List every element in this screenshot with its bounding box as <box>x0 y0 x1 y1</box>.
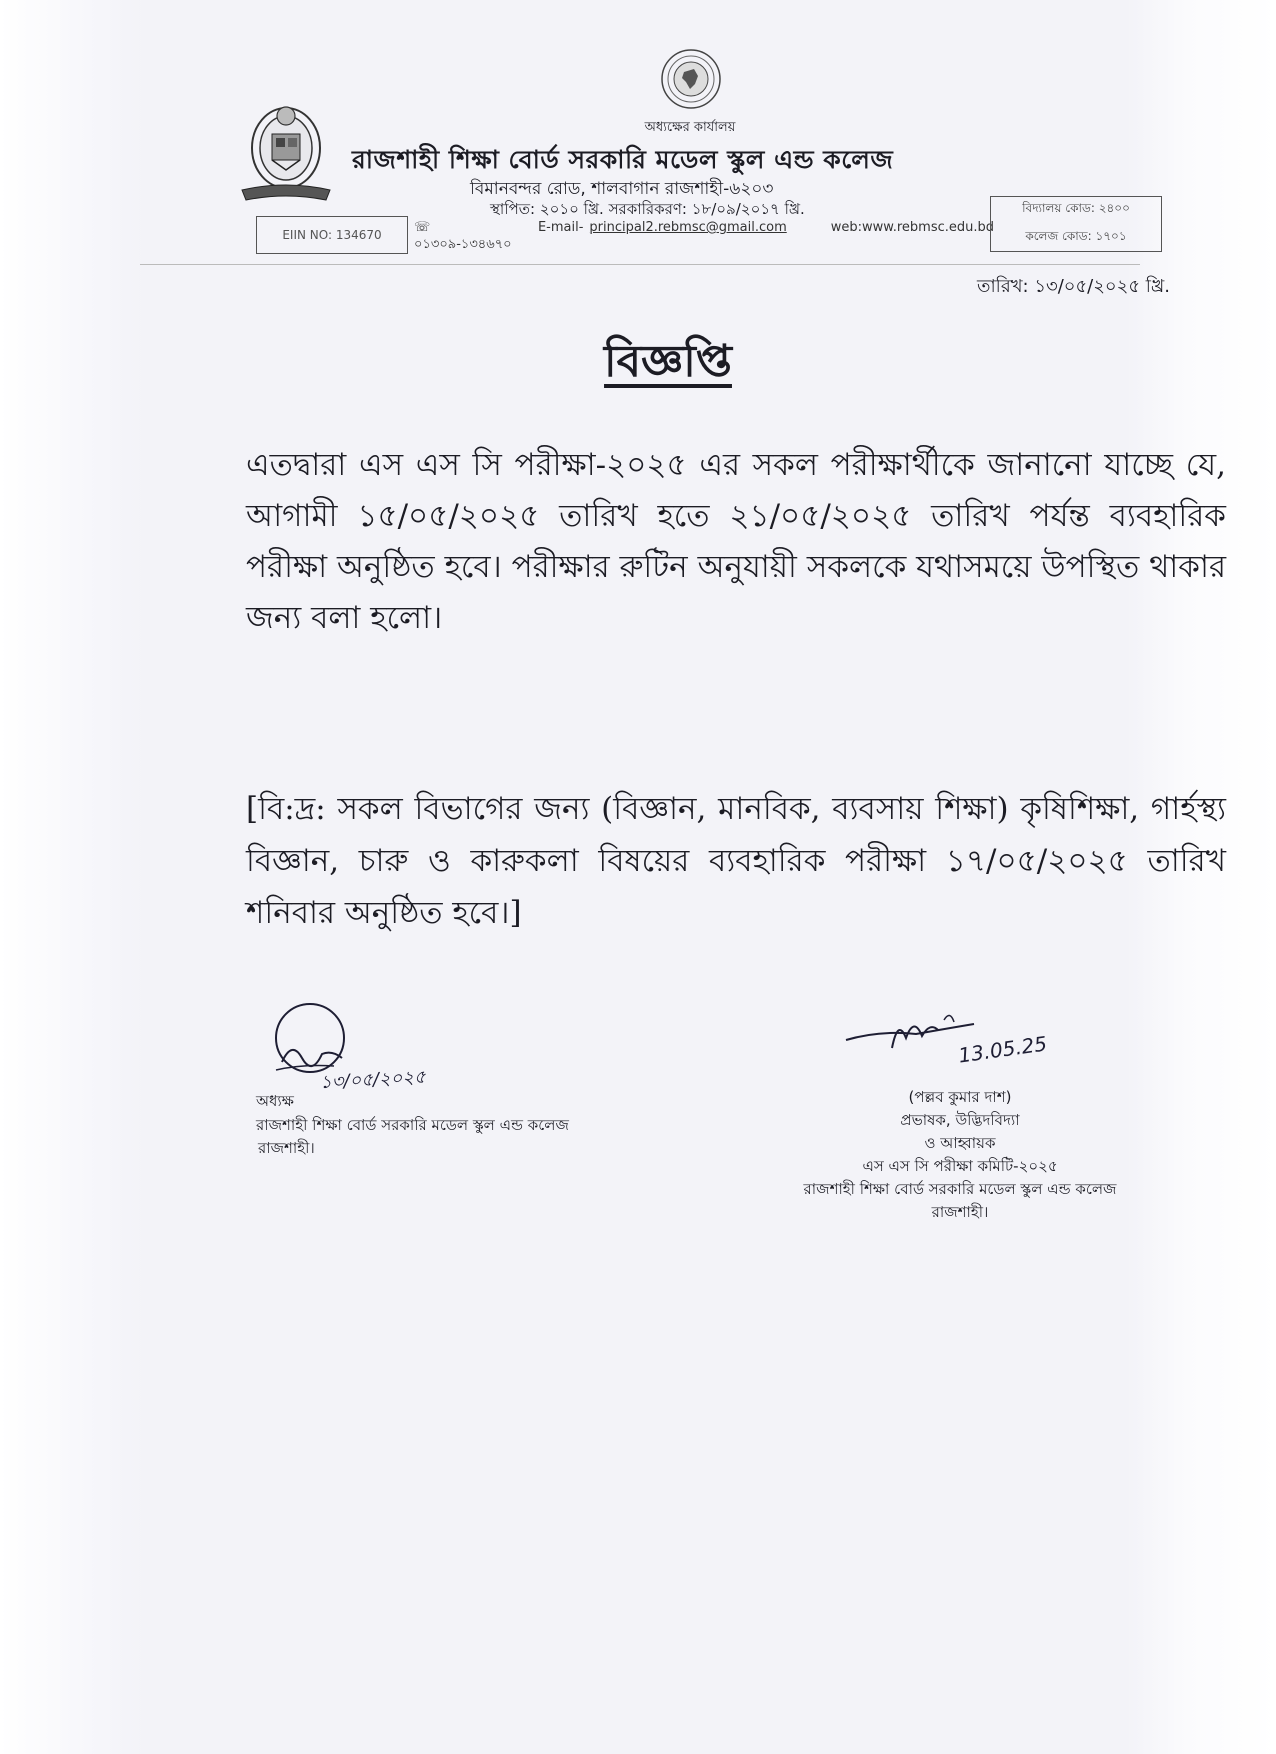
school-name: রাজশাহী শিক্ষা বোর্ড সরকারি মডেল স্কুল এন্ড কলেজ <box>352 145 894 174</box>
convener-handwritten-date: 13.05.25 <box>956 1031 1049 1068</box>
convener-name: (পল্লব কুমার দাশ) <box>908 1088 1012 1106</box>
convener-committee: এস এস সি পরীক্ষা কমিটি-২০২৫ <box>862 1157 1058 1175</box>
email-link[interactable]: principal2.rebmsc@gmail.com <box>589 220 787 235</box>
office-label: অধ্যক্ষের কার্যালয় <box>644 120 736 135</box>
government-seal-icon <box>660 48 722 110</box>
school-code: বিদ্যালয় কোড: ২৪০০ <box>1022 201 1130 215</box>
notice-body: এতদ্বারা এস এস সি পরীক্ষা-২০২৫ এর সকল পরীক্ষার্থীকে জানানো যাচ্ছে যে, আগামী ১৫/০৫/২০২৫ তারিখ হতে ২১/০৫/২০২৫ তারিখ পর্যন্ত ব্যবহারিক পরীক্ষা অনুষ্ঠিত হবে। পরীক্ষার রুটিন অনুযায়ী সকলকে যথাসময়ে উপস্থিত থাকার জন্য বলা হলো। <box>246 447 1226 636</box>
email-label: E-mail- <box>537 220 584 235</box>
institution-code-box <box>990 196 1162 252</box>
website-link[interactable]: web:www.rebmsc.edu.bd <box>830 220 994 235</box>
principal-organization: রাজশাহী শিক্ষা বোর্ড সরকারি মডেল স্কুল এন্ড কলেজ <box>256 1116 569 1134</box>
convener-block <box>740 1086 1180 1224</box>
phone-number: ☏ ০১৩০৯-১৩৪৬৭০ <box>414 220 512 252</box>
principal-handwritten-date: ১৩/০৫/২০২৫ <box>319 1066 427 1094</box>
header-divider <box>140 264 1140 265</box>
school-founded: স্থাপিত: ২০১০ খ্রি. সরকারিকরণ: ১৮/০৯/২০১৭ খ্রি. <box>490 200 805 218</box>
convener-designation: প্রভাষক, উদ্ভিদবিদ্যা <box>900 1111 1020 1129</box>
convener-role: ও আহ্বায়ক <box>924 1134 996 1152</box>
contact-line <box>414 220 994 256</box>
scan-margin <box>0 0 145 1754</box>
notice-note: [বি:দ্র: সকল বিভাগের জন্য (বিজ্ঞান, মানবিক, ব্যবসায় শিক্ষা) কৃষিশিক্ষা, গার্হস্থ্য বিজ্ঞান, চারু ও কারুকলা বিষয়ের ব্যবহারিক পরীক্ষা ১৭/০৫/২০২৫ তারিখ শনিবার অনুষ্ঠিত হবে।] <box>246 791 1226 931</box>
eiin-number: EIIN NO: 134670 <box>282 228 382 242</box>
eiin-box <box>256 216 408 254</box>
document-date: তারিখ: ১৩/০৫/২০২৫ খ্রি. <box>976 276 1170 297</box>
convener-organization: রাজশাহী শিক্ষা বোর্ড সরকারি মডেল স্কুল এন্ড কলেজ <box>803 1180 1117 1198</box>
notice-title: বিজ্ঞপ্তি <box>604 336 732 387</box>
principal-title: অধ্যক্ষ <box>256 1092 294 1110</box>
college-code: কলেজ কোড: ১৭০১ <box>1025 229 1127 243</box>
principal-city: রাজশাহী। <box>258 1139 315 1157</box>
convener-city: রাজশাহী। <box>931 1203 989 1221</box>
school-logo-icon <box>236 100 336 212</box>
school-address: বিমানবন্দর রোড, শালবাগান রাজশাহী-৬২০৩ <box>470 179 774 199</box>
